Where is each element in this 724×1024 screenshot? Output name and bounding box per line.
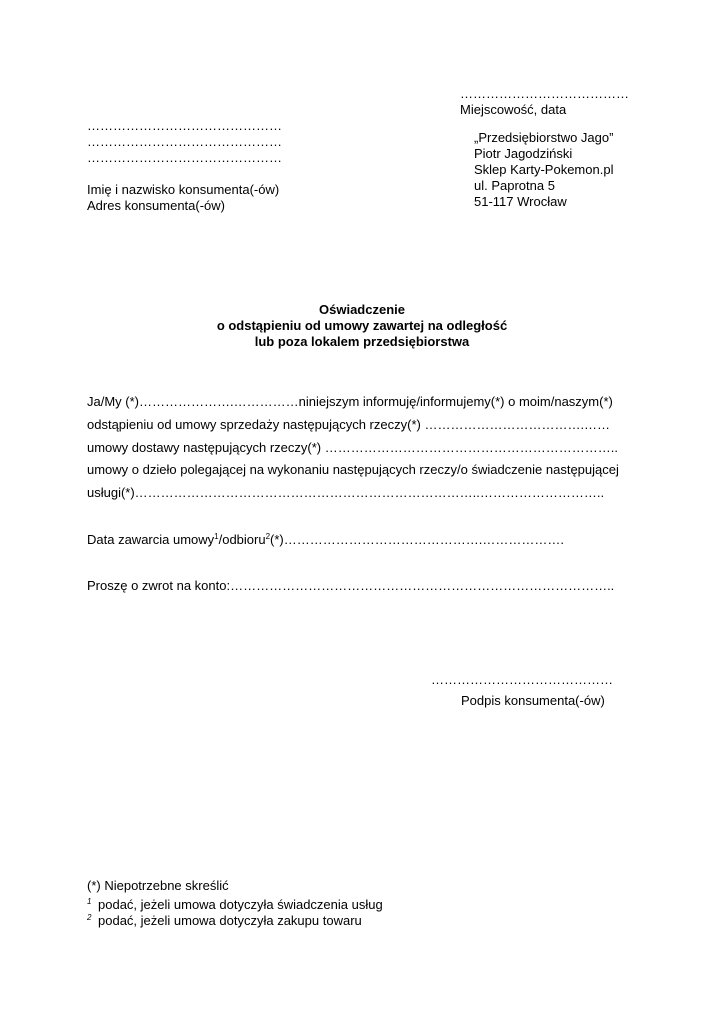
signature-label: Podpis konsumenta(-ów) (461, 693, 605, 708)
place-date-dots: ………………………………… (460, 86, 629, 101)
contract-date-middle: /odbioru (218, 532, 266, 547)
seller-block (474, 130, 613, 210)
body-line-4: umowy o dzieło polegającej na wykonaniu następujących rzeczy/o świadczenie następującej (87, 462, 619, 477)
consumer-dots-line: ……………………………………… (87, 134, 282, 149)
body-line-5: usługi(*)……………………………………………………………………..……………………….. (87, 485, 605, 500)
footnote-1-text: podać, jeżeli umowa dotyczyła świadczenia usług (98, 897, 383, 912)
consumer-name-label: Imię i nazwisko konsumenta(-ów) (87, 182, 280, 197)
seller-company: „Przedsiębiorstwo Jago” (474, 130, 614, 145)
consumer-dots-line: ……………………………………… (87, 118, 282, 133)
body-line-1: Ja/My (*)………………….……………niniejszym informuję/informujemy(*) o moim/naszym(*) (87, 394, 613, 409)
body-line-2: odstąpieniu od umowy sprzedaży następujących rzeczy(*) ……………………………….…… (87, 417, 611, 432)
consumer-block (87, 118, 282, 214)
title-line: Oświadczenie (319, 302, 405, 317)
document-title (0, 302, 724, 350)
seller-city: 51-117 Wrocław (474, 194, 567, 209)
footnote-2-text: podać, jeżeli umowa dotyczyła zakupu towaru (98, 913, 362, 928)
footnote-2-number: 2 (87, 913, 92, 922)
title-line: lub poza lokalem przedsiębiorstwa (254, 334, 470, 349)
place-date-label: Miejscowość, data (460, 102, 567, 117)
title-line: o odstąpieniu od umowy zawartej na odległość (216, 318, 508, 333)
contract-date-prefix: Data zawarcia umowy (87, 532, 215, 547)
footnote-ref-2: 2 (265, 532, 271, 541)
consumer-dots-line: ……………………………………… (87, 150, 282, 165)
contract-date-suffix: (*)……………………………………….………………. (270, 532, 564, 547)
footnote-ref-1: 1 (214, 532, 219, 541)
body-line-3: umowy dostawy następujących rzeczy(*) ………………………………………………………….. (87, 440, 618, 455)
contract-date-line (87, 532, 564, 548)
footnote-2 (87, 910, 362, 929)
seller-owner: Piotr Jagodziński (474, 146, 573, 161)
refund-account-line: Proszę o zwrot na konto:…………………………………………………………………………….. (87, 578, 615, 593)
footnote-1-number: 1 (87, 897, 92, 906)
footnote-asterisk: (*) Niepotrzebne skreślić (87, 878, 229, 893)
signature-dots: …………………………………… (431, 672, 613, 687)
seller-street: ul. Paprotna 5 (474, 178, 555, 193)
seller-shop: Sklep Karty-Pokemon.pl (474, 162, 614, 177)
consumer-address-label: Adres konsumenta(-ów) (87, 198, 225, 213)
